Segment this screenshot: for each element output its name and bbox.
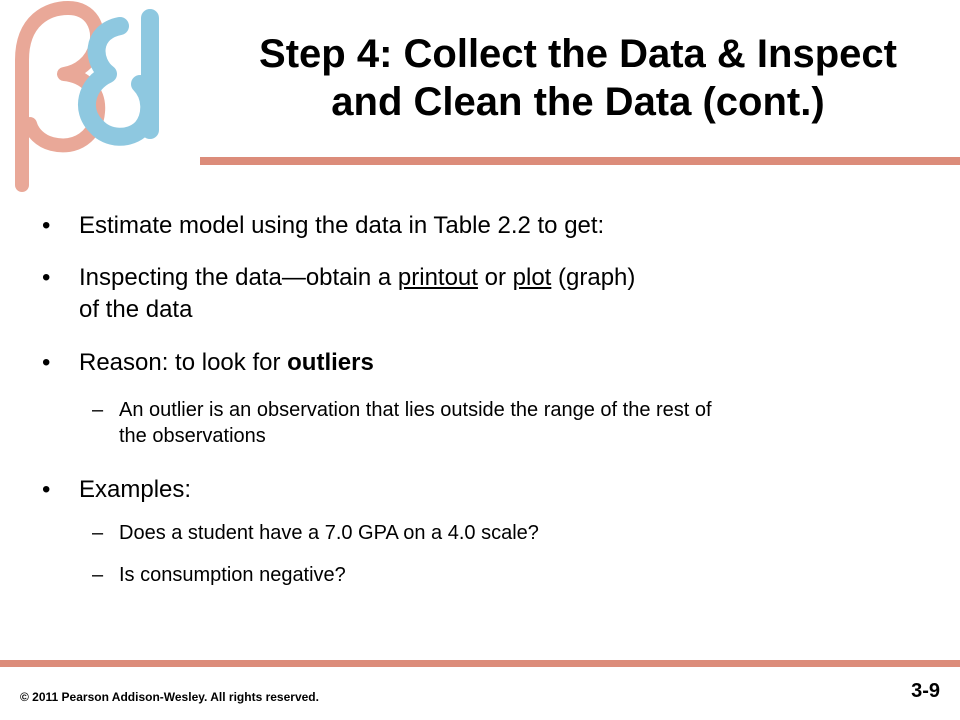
copyright-notice: © 2011 Pearson Addison-Wesley. All rights reserved.: [20, 690, 319, 704]
bullet-mark: •: [42, 264, 51, 291]
printout-underline: printout: [397, 264, 478, 291]
sub-bullet-text: [119, 397, 932, 449]
bullet-text-part: Reason: to look for: [79, 349, 288, 376]
bullet-text-part: or: [477, 264, 513, 291]
sub-bullet-gpa: [92, 520, 932, 546]
dash-mark: –: [92, 399, 104, 421]
bullet-reason: [42, 347, 922, 379]
bullet-text: [79, 347, 922, 379]
slide-title-line1: Step 4: Collect the Data & Inspect: [259, 32, 897, 76]
bullet-text: Estimate model using the data in Table 2.2 to get:: [79, 212, 605, 239]
sub-bullet-outlier-definition: [92, 397, 932, 449]
bullet-text-part: Inspecting the data—obtain a: [79, 264, 398, 291]
bullet-text: Examples:: [79, 476, 192, 503]
sub-bullet-text: Does a student have a 7.0 GPA on a 4.0 scale?: [119, 522, 539, 544]
plot-underline: plot: [512, 264, 552, 291]
sub-bullet-consumption: [92, 562, 932, 588]
bullet-text-part: (graph): [551, 264, 636, 291]
outliers-emphasis: outliers: [287, 349, 374, 376]
bullet-mark: •: [42, 212, 51, 239]
slide-title-line2: and Clean the Data (cont.): [331, 80, 825, 124]
bullet-examples: [42, 474, 922, 506]
bullet-text-part: of the data: [79, 296, 193, 323]
bullet-inspecting-data: [42, 262, 922, 326]
footer-divider: [0, 660, 960, 667]
page-number: 3-9: [911, 680, 940, 702]
dash-mark: –: [92, 522, 104, 544]
sub-bullet-text-part: An outlier is an observation that lies outside the range of the rest of: [119, 399, 712, 421]
bullet-mark: •: [42, 349, 51, 376]
sub-bullet-text: Is consumption negative?: [119, 564, 346, 586]
bullet-text: [79, 262, 922, 326]
dash-mark: –: [92, 564, 104, 586]
bullet-mark: •: [42, 476, 51, 503]
bullet-estimate-model: [42, 210, 922, 242]
sub-bullet-text-part: the observations: [119, 425, 266, 447]
